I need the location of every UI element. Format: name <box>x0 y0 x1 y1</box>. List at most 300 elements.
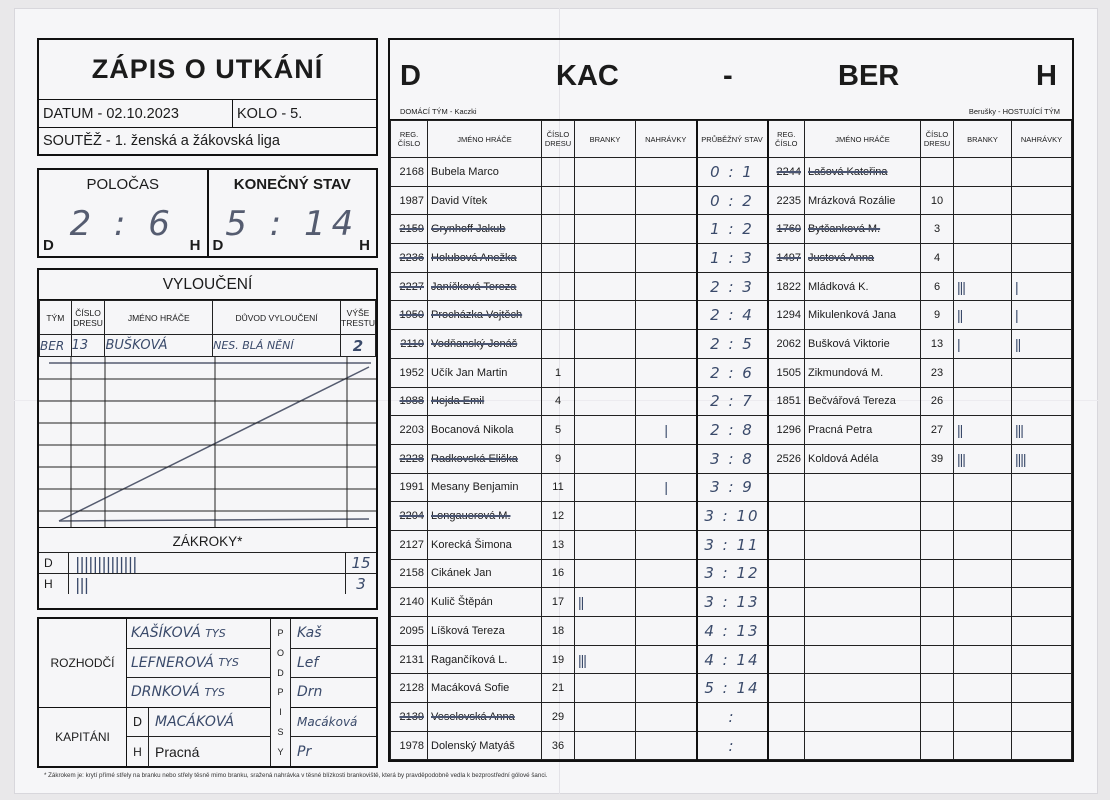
final-home: 5 <box>225 204 253 244</box>
away-player-name: Lašová Kateřina <box>805 158 921 187</box>
home-goals <box>575 330 636 359</box>
home-player-name: Macáková Sofie <box>428 674 542 703</box>
saves-away-row <box>39 573 376 594</box>
away-goals <box>954 387 1012 416</box>
away-assists <box>1012 158 1072 187</box>
away-dress-number <box>921 158 954 187</box>
home-reg-number: 2159 <box>391 215 428 244</box>
home-reg-number: 2158 <box>391 559 428 588</box>
running-score: 0 : 1 <box>697 158 768 187</box>
table-row <box>391 674 1072 703</box>
home-reg-number: 2139 <box>391 703 428 732</box>
home-player-name: Kulič Štěpán <box>428 588 542 617</box>
score-separator: : <box>269 204 288 244</box>
exclusion-team: BER <box>40 335 72 357</box>
exclusion-penalty: 2 <box>341 335 376 357</box>
home-goals <box>575 387 636 416</box>
away-reg-number: 1296 <box>768 416 805 445</box>
table-row <box>391 731 1072 760</box>
running-score: 3 : 11 <box>697 530 768 559</box>
home-goals <box>575 559 636 588</box>
running-score: 4 : 14 <box>697 645 768 674</box>
referee-3 <box>127 678 270 708</box>
form-title: ZÁPIS O UTKÁNÍ <box>39 40 376 100</box>
home-goals: ||| <box>575 645 636 674</box>
away-player-name <box>805 703 921 732</box>
away-dress-number <box>921 674 954 703</box>
strike-through-line <box>39 357 376 527</box>
away-dress-number <box>921 645 954 674</box>
away-dress-number: 39 <box>921 444 954 473</box>
home-dress-number: 19 <box>542 645 575 674</box>
table-row <box>391 158 1072 187</box>
saves-home-marks: |||||||||||||| <box>69 553 346 573</box>
away-reg-number: 2244 <box>768 158 805 187</box>
home-marker: D <box>43 237 54 254</box>
away-assists <box>1012 588 1072 617</box>
away-goals: | <box>954 330 1012 359</box>
exclusions-empty-area <box>39 357 376 527</box>
away-player-name <box>805 645 921 674</box>
home-dress-number <box>542 272 575 301</box>
halftime-score <box>39 170 207 256</box>
away-goals <box>954 617 1012 646</box>
running-score: : <box>697 703 768 732</box>
col-reg-away: REG. ČÍSLO <box>768 121 805 158</box>
saves-away-marks: ||| <box>69 574 346 594</box>
home-goals <box>575 158 636 187</box>
away-reg-number: 1851 <box>768 387 805 416</box>
title-box <box>37 38 378 156</box>
home-assists <box>636 731 697 760</box>
away-reg-number <box>768 731 805 760</box>
officials-box <box>37 617 378 768</box>
halftime-label: POLOČAS <box>86 176 160 193</box>
captain-team: H <box>127 737 149 767</box>
footnote: * Zákrokem je: krytí přímé střely na branku nebo střely těsně mimo branku, sražená nahrávka v těsné blízkosti brankoviště, která by pravděpodobně vedla k bezprostřední gólové šanci. <box>44 772 548 779</box>
roster-body <box>391 158 1072 760</box>
away-dress-number <box>921 731 954 760</box>
running-score: 3 : 12 <box>697 559 768 588</box>
away-reg-number: 1497 <box>768 244 805 273</box>
running-score: 2 : 4 <box>697 301 768 330</box>
referee-name: KAŠÍKOVÁ <box>131 625 201 642</box>
away-goals: || <box>954 301 1012 330</box>
home-goals <box>575 502 636 531</box>
running-score: 5 : 14 <box>697 674 768 703</box>
home-assists <box>636 158 697 187</box>
home-dress-number <box>542 330 575 359</box>
referee-2 <box>127 649 270 679</box>
home-dress-number: 17 <box>542 588 575 617</box>
table-row <box>391 186 1072 215</box>
home-reg-number: 2128 <box>391 674 428 703</box>
away-dress-number: 10 <box>921 186 954 215</box>
away-assists: ||| <box>1012 416 1072 445</box>
col-goals-home: BRANKY <box>575 121 636 158</box>
away-goals <box>954 502 1012 531</box>
home-player-name: Ragančíková L. <box>428 645 542 674</box>
home-player-name: Veselovská Anna <box>428 703 542 732</box>
home-goals <box>575 530 636 559</box>
home-assists <box>636 559 697 588</box>
col-dress-home: ČÍSLO DRESU <box>542 121 575 158</box>
table-row <box>391 358 1072 387</box>
home-reg-number: 1987 <box>391 186 428 215</box>
home-player-name: Bocanová Nikola <box>428 416 542 445</box>
away-player-name: Mládková K. <box>805 272 921 301</box>
col-reason: DŮVOD VYLOUČENÍ <box>213 301 341 335</box>
home-player-name: Procházka Vojtěch <box>428 301 542 330</box>
away-dress-number: 4 <box>921 244 954 273</box>
exclusion-dress: 13 <box>71 335 105 357</box>
referee-1 <box>127 619 270 649</box>
away-reg-number: 2526 <box>768 444 805 473</box>
signatures-label <box>271 619 291 766</box>
col-name-home: JMÉNO HRÁČE <box>428 121 542 158</box>
away-reg-number <box>768 588 805 617</box>
captains-label: KAPITÁNI <box>55 730 110 744</box>
home-reg-number: 2203 <box>391 416 428 445</box>
home-dress-number: 13 <box>542 530 575 559</box>
away-assists <box>1012 731 1072 760</box>
home-team-code: KAC <box>556 60 619 92</box>
home-goals <box>575 272 636 301</box>
running-score: 2 : 6 <box>697 358 768 387</box>
home-dress-number: 12 <box>542 502 575 531</box>
away-marker: H <box>359 237 370 254</box>
signature-letter: D <box>277 667 284 678</box>
score-sheet <box>14 8 1098 794</box>
col-dress-away: ČÍSLO DRESU <box>921 121 954 158</box>
referee-name: LEFNEROVÁ <box>131 654 214 671</box>
signature-letter: P <box>277 687 284 698</box>
away-player-name: Bytčanková M. <box>805 215 921 244</box>
away-letter: H <box>1036 60 1057 92</box>
home-assists <box>636 272 697 301</box>
home-player-name: David Vítek <box>428 186 542 215</box>
home-reg-number: 1988 <box>391 387 428 416</box>
away-goals <box>954 473 1012 502</box>
home-assists <box>636 330 697 359</box>
running-score: 2 : 7 <box>697 387 768 416</box>
home-assists <box>636 301 697 330</box>
away-dress-number: 13 <box>921 330 954 359</box>
away-dress-number <box>921 502 954 531</box>
final-away: 14 <box>303 204 360 244</box>
home-player-name: Holubová Anežka <box>428 244 542 273</box>
away-goals: || <box>954 416 1012 445</box>
saves-away-total: 3 <box>356 575 366 593</box>
referee-team: TYS <box>205 626 226 640</box>
referee-name: DRNKOVÁ <box>131 684 201 701</box>
away-assists <box>1012 186 1072 215</box>
away-goals <box>954 215 1012 244</box>
running-score: : <box>697 731 768 760</box>
captain-name: Pracná <box>155 743 200 760</box>
home-team-label: DOMÁCÍ TÝM - Kaczki <box>400 107 477 116</box>
away-assists: | <box>1012 272 1072 301</box>
home-goals <box>575 674 636 703</box>
match-roster-box <box>388 38 1074 762</box>
saves-away-label: H <box>39 574 69 594</box>
table-row <box>391 588 1072 617</box>
home-dress-number <box>542 186 575 215</box>
home-assists <box>636 358 697 387</box>
away-reg-number <box>768 473 805 502</box>
away-reg-number <box>768 617 805 646</box>
referee-2-signature: Lef <box>291 649 376 679</box>
home-reg-number: 2127 <box>391 530 428 559</box>
away-reg-number: 2235 <box>768 186 805 215</box>
running-score: 1 : 3 <box>697 244 768 273</box>
referees-label: ROZHODČÍ <box>39 619 126 708</box>
home-reg-number: 1950 <box>391 301 428 330</box>
away-player-name: Mrázková Rozálie <box>805 186 921 215</box>
away-assists <box>1012 703 1072 732</box>
exclusion-row <box>40 335 376 357</box>
home-goals: || <box>575 588 636 617</box>
away-assists <box>1012 387 1072 416</box>
away-player-name <box>805 473 921 502</box>
captain-name: MACÁKOVÁ <box>155 713 235 730</box>
away-assists: || <box>1012 330 1072 359</box>
away-goals: ||| <box>954 272 1012 301</box>
home-dress-number: 5 <box>542 416 575 445</box>
away-assists <box>1012 530 1072 559</box>
away-goals <box>954 731 1012 760</box>
running-score: 2 : 3 <box>697 272 768 301</box>
running-score: 0 : 2 <box>697 186 768 215</box>
table-row <box>391 617 1072 646</box>
signature-letter: P <box>277 627 284 638</box>
away-player-name <box>805 530 921 559</box>
home-reg-number: 2227 <box>391 272 428 301</box>
home-dress-number: 1 <box>542 358 575 387</box>
table-row <box>391 645 1072 674</box>
exclusion-player: BUŠKOVÁ <box>105 335 213 357</box>
away-team-code: BER <box>838 60 900 92</box>
score-box <box>37 168 378 258</box>
away-assists <box>1012 502 1072 531</box>
home-player-name: Dolenský Matyáš <box>428 731 542 760</box>
match-date: DATUM - 02.10.2023 <box>39 100 233 127</box>
away-reg-number <box>768 559 805 588</box>
final-score <box>207 170 377 256</box>
captain-home <box>127 708 270 738</box>
away-player-name: Justová Anna <box>805 244 921 273</box>
away-assists <box>1012 617 1072 646</box>
away-player-name <box>805 502 921 531</box>
home-reg-number: 2095 <box>391 617 428 646</box>
signature-letter: I <box>279 707 282 718</box>
home-assists <box>636 530 697 559</box>
table-row <box>391 330 1072 359</box>
away-player-name: Pracná Petra <box>805 416 921 445</box>
table-row <box>391 244 1072 273</box>
away-player-name: Bečvářová Tereza <box>805 387 921 416</box>
home-goals <box>575 358 636 387</box>
home-reg-number: 2110 <box>391 330 428 359</box>
away-dress-number <box>921 588 954 617</box>
table-row <box>391 301 1072 330</box>
away-dress-number <box>921 559 954 588</box>
home-dress-number: 16 <box>542 559 575 588</box>
col-goals-away: BRANKY <box>954 121 1012 158</box>
home-dress-number: 21 <box>542 674 575 703</box>
table-row <box>391 473 1072 502</box>
away-assists <box>1012 244 1072 273</box>
table-row <box>391 215 1072 244</box>
away-reg-number <box>768 502 805 531</box>
away-player-name <box>805 731 921 760</box>
captain-away <box>127 737 270 767</box>
home-goals <box>575 301 636 330</box>
table-row <box>391 703 1072 732</box>
away-dress-number: 27 <box>921 416 954 445</box>
exclusions-box <box>37 268 378 610</box>
roster-table <box>390 120 1072 760</box>
home-assists <box>636 674 697 703</box>
home-goals <box>575 215 636 244</box>
away-assists: |||| <box>1012 444 1072 473</box>
away-player-name: Bušková Viktorie <box>805 330 921 359</box>
home-dress-number: 29 <box>542 703 575 732</box>
home-goals <box>575 416 636 445</box>
score-separator: : <box>114 204 132 244</box>
signature-letter: Y <box>277 746 284 757</box>
away-goals: ||| <box>954 444 1012 473</box>
home-dress-number <box>542 158 575 187</box>
home-assists: | <box>636 473 697 502</box>
col-dress: ČÍSLO DRESU <box>71 301 105 335</box>
home-reg-number: 2204 <box>391 502 428 531</box>
home-player-name: Longauerová M. <box>428 502 542 531</box>
away-dress-number <box>921 530 954 559</box>
away-player-name <box>805 674 921 703</box>
away-dress-number <box>921 703 954 732</box>
running-score: 3 : 13 <box>697 588 768 617</box>
col-running-score: PRŮBĚŽNÝ STAV <box>697 121 768 158</box>
away-dress-number: 6 <box>921 272 954 301</box>
home-dress-number: 4 <box>542 387 575 416</box>
home-player-name: Hejda Emil <box>428 387 542 416</box>
away-reg-number: 1294 <box>768 301 805 330</box>
away-reg-number <box>768 530 805 559</box>
saves-home-row <box>39 552 376 573</box>
referee-team: TYS <box>218 656 239 670</box>
match-header <box>390 40 1072 120</box>
captain-team: D <box>127 708 149 737</box>
away-reg-number: 2062 <box>768 330 805 359</box>
match-round: KOLO - 5. <box>237 105 303 122</box>
exclusion-reason: NES. BLÁ NĚNÍ <box>213 335 341 357</box>
home-dress-number: 9 <box>542 444 575 473</box>
running-score: 4 : 13 <box>697 617 768 646</box>
home-assists: | <box>636 416 697 445</box>
away-goals <box>954 530 1012 559</box>
home-dress-number: 18 <box>542 617 575 646</box>
away-dress-number <box>921 617 954 646</box>
away-reg-number <box>768 703 805 732</box>
home-player-name: Janíčková Tereza <box>428 272 542 301</box>
running-score: 2 : 5 <box>697 330 768 359</box>
away-dress-number <box>921 473 954 502</box>
home-dress-number: 36 <box>542 731 575 760</box>
saves-home-total: 15 <box>351 554 371 572</box>
table-row <box>391 416 1072 445</box>
away-goals <box>954 358 1012 387</box>
away-reg-number: 1822 <box>768 272 805 301</box>
table-row <box>391 530 1072 559</box>
away-goals <box>954 674 1012 703</box>
home-player-name: Cikánek Jan <box>428 559 542 588</box>
home-assists <box>636 244 697 273</box>
home-reg-number: 1978 <box>391 731 428 760</box>
home-reg-number: 2140 <box>391 588 428 617</box>
away-player-name <box>805 617 921 646</box>
table-row <box>391 559 1072 588</box>
home-goals <box>575 444 636 473</box>
away-assists <box>1012 559 1072 588</box>
away-dress-number: 26 <box>921 387 954 416</box>
referee-3-signature: Drn <box>291 678 376 708</box>
home-goals <box>575 731 636 760</box>
away-assists <box>1012 215 1072 244</box>
table-row <box>391 444 1072 473</box>
home-goals <box>575 703 636 732</box>
home-dress-number <box>542 301 575 330</box>
home-goals <box>575 186 636 215</box>
home-assists <box>636 215 697 244</box>
away-player-name: Zikmundová M. <box>805 358 921 387</box>
home-assists <box>636 502 697 531</box>
home-assists <box>636 617 697 646</box>
home-reg-number: 2131 <box>391 645 428 674</box>
away-reg-number <box>768 645 805 674</box>
home-player-name: Grynhoff Jakub <box>428 215 542 244</box>
home-player-name: Bubela Marco <box>428 158 542 187</box>
away-player-name <box>805 588 921 617</box>
home-assists <box>636 186 697 215</box>
away-team-label: Berušky - HOSTUJÍCÍ TÝM <box>968 107 1060 116</box>
running-score: 3 : 10 <box>697 502 768 531</box>
running-score: 2 : 8 <box>697 416 768 445</box>
away-player-name <box>805 559 921 588</box>
running-score: 3 : 8 <box>697 444 768 473</box>
home-reg-number: 2236 <box>391 244 428 273</box>
away-player-name: Koldová Adéla <box>805 444 921 473</box>
away-goals <box>954 559 1012 588</box>
col-team: TÝM <box>40 301 72 335</box>
away-player-name: Mikulenková Jana <box>805 301 921 330</box>
home-reg-number: 1991 <box>391 473 428 502</box>
home-player-name: Korecká Šimona <box>428 530 542 559</box>
away-goals <box>954 244 1012 273</box>
col-player: JMÉNO HRÁČE <box>105 301 213 335</box>
signature-letter: S <box>277 727 284 738</box>
home-reg-number: 2228 <box>391 444 428 473</box>
home-player-name: Mesany Benjamin <box>428 473 542 502</box>
competition: SOUTĚŽ - 1. ženská a žákovská liga <box>43 133 280 149</box>
away-goals <box>954 588 1012 617</box>
halftime-home: 2 <box>69 204 98 244</box>
col-name-away: JMÉNO HRÁČE <box>805 121 921 158</box>
away-goals <box>954 645 1012 674</box>
saves-title: ZÁKROKY* <box>39 527 376 552</box>
away-goals <box>954 186 1012 215</box>
referee-team: TYS <box>204 685 225 699</box>
